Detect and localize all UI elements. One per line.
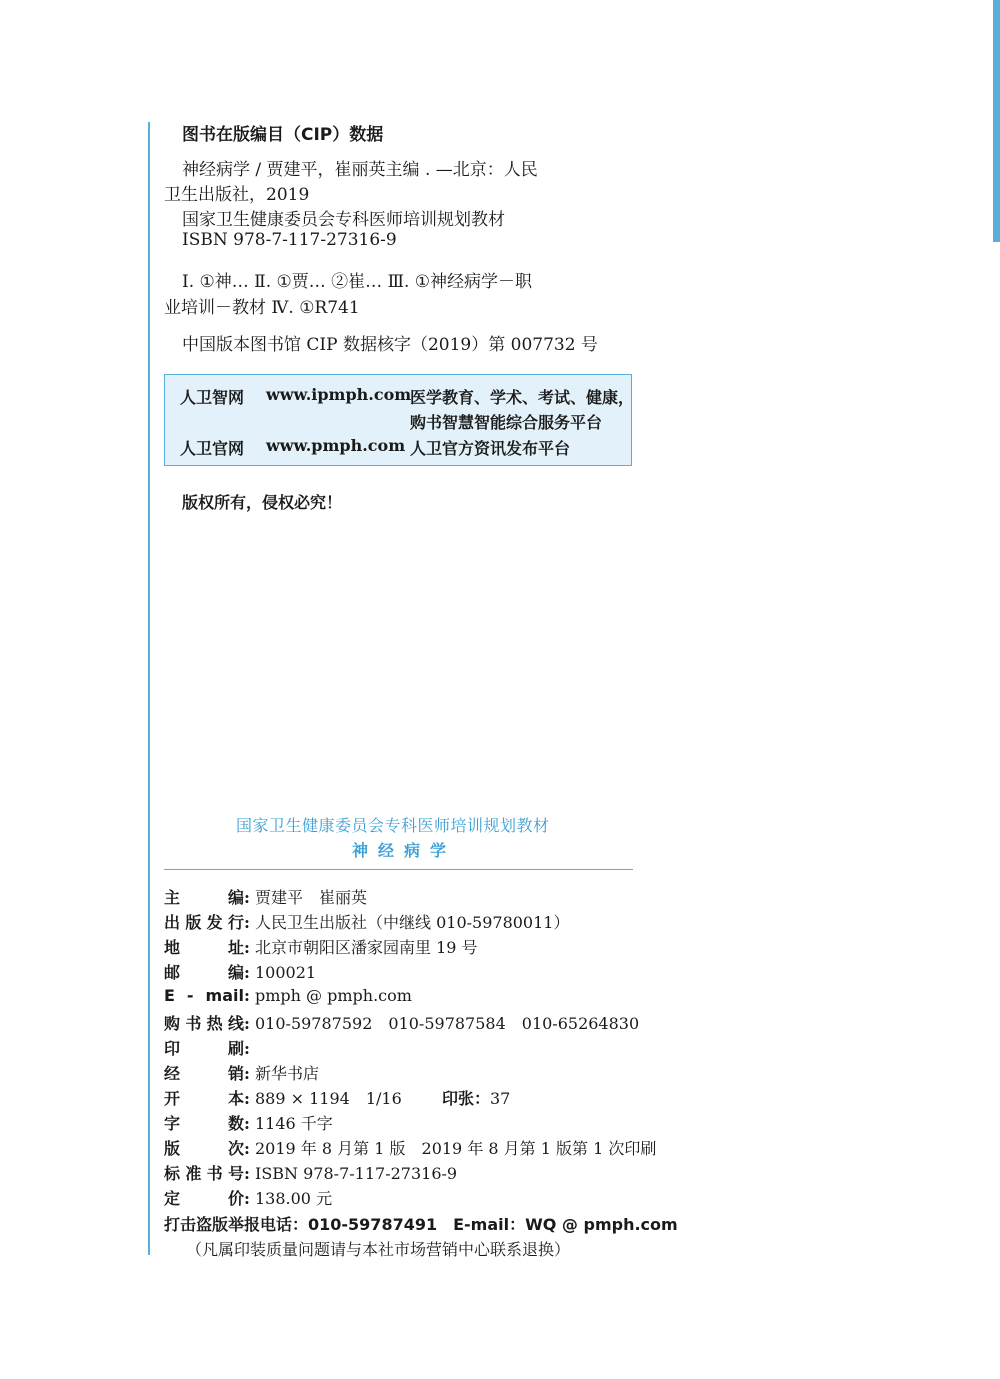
left-margin-rule [148, 122, 150, 1255]
website-name-2: 人卫官网 [180, 439, 245, 458]
info-email: E - mail: pmph @ pmph.com [164, 986, 412, 1005]
info-value: 1146 千字 [255, 1114, 333, 1133]
info-value: 100021 [255, 963, 317, 982]
info-value: 010-59787592 010-59787584 010-65264830 [255, 1014, 640, 1033]
info-hotline: 购书热线: 010-59787592 010-59787584 010-65264830 [164, 1011, 639, 1034]
cip-line-2: 卫生出版社，2019 [164, 185, 310, 205]
cip-line-5: Ⅰ. ①神… Ⅱ. ①贾… ②崔… Ⅲ. ①神经病学－职 [182, 272, 533, 292]
info-value: 889 × 1194 1/16 [255, 1089, 402, 1108]
cip-line-6: 业培训－教材 Ⅳ. ①R741 [164, 298, 360, 318]
series-title: 国家卫生健康委员会专科医师培训规划教材 [236, 816, 550, 835]
info-distributor: 经 销: 新华书店 [164, 1061, 319, 1084]
info-postcode: 邮 编: 100021 [164, 960, 316, 983]
info-print: 印 刷: [164, 1036, 250, 1059]
info-price: 定 价: 138.00 元 [164, 1186, 332, 1209]
info-label: 购书热线 [164, 1014, 244, 1033]
info-isbn: 标准书号: ISBN 978-7-117-27316-9 [164, 1161, 457, 1184]
info-label: 版 次 [164, 1139, 244, 1158]
info-value: 新华书店 [255, 1064, 320, 1083]
info-editor: 主 编: 贾建平 崔丽英 [164, 885, 367, 908]
info-label: 出版发行 [164, 913, 244, 932]
info-value: 138.00 元 [255, 1189, 333, 1208]
info-value: 人民卫生出版社（中继线 010-59780011） [255, 913, 570, 932]
website-desc-1b: 购书智慧智能综合服务平台 [410, 413, 603, 432]
info-value: 2019 年 8 月第 1 版 2019 年 8 月第 1 版第 1 次印刷 [255, 1139, 657, 1158]
info-sheets-value: 37 [489, 1089, 511, 1108]
info-label: 地 址 [164, 938, 244, 957]
book-title: 神经病学 [352, 841, 457, 860]
cip-line-1: 神经病学 / 贾建平，崔丽英主编 . —北京：人民 [182, 160, 538, 180]
info-value: 北京市朝阳区潘家园南里 19 号 [255, 938, 478, 957]
info-value: 贾建平 崔丽英 [255, 888, 368, 907]
right-edge-bar [993, 0, 1000, 242]
info-value: pmph @ pmph.com [255, 986, 412, 1005]
info-label: 主 编 [164, 888, 244, 907]
info-label: 开 本 [164, 1089, 244, 1108]
anti-piracy-report: 打击盗版举报电话：010-59787491 E-mail：WQ @ pmph.com [164, 1215, 678, 1234]
info-label: 印 刷 [164, 1039, 244, 1058]
cip-line-3: 国家卫生健康委员会专科医师培训规划教材 [182, 210, 505, 230]
info-label: 字 数 [164, 1114, 244, 1133]
website-box [164, 374, 635, 466]
cip-line-7: 中国版本图书馆 CIP 数据核字（2019）第 007732 号 [182, 335, 598, 355]
info-label: 定 价 [164, 1189, 244, 1208]
website-desc-1a: 医学教育、学术、考试、健康， [410, 388, 635, 407]
quality-notice: （凡属印装质量问题请与本社市场营销中心联系退换） [186, 1240, 571, 1259]
cip-line-4: ISBN 978-7-117-27316-9 [182, 230, 397, 250]
info-sheets-label: 印张： [441, 1089, 490, 1108]
website-name-1: 人卫智网 [180, 388, 245, 407]
website-url-2[interactable]: www.pmph.com [266, 436, 406, 455]
info-format: 开 本: 889 × 1194 1/16 印张：37 [164, 1086, 510, 1109]
info-label: E - mail [164, 986, 244, 1005]
info-words: 字 数: 1146 千字 [164, 1111, 333, 1134]
info-label: 邮 编 [164, 963, 244, 982]
divider [164, 869, 633, 870]
copyright-notice: 版权所有，侵权必究！ [182, 493, 343, 512]
info-address: 地 址: 北京市朝阳区潘家园南里 19 号 [164, 935, 478, 958]
info-value: ISBN 978-7-117-27316-9 [255, 1164, 458, 1183]
info-edition: 版 次: 2019 年 8 月第 1 版 2019 年 8 月第 1 版第 1 次印刷 [164, 1136, 656, 1159]
info-label: 标准书号 [164, 1164, 244, 1183]
website-url-1[interactable]: www.ipmph.com [266, 385, 412, 404]
info-label: 经 销 [164, 1064, 244, 1083]
info-publisher: 出版发行: 人民卫生出版社（中继线 010-59780011） [164, 910, 569, 933]
cip-title: 图书在版编目（CIP）数据 [182, 125, 384, 145]
website-desc-2: 人卫官方资讯发布平台 [410, 439, 571, 458]
